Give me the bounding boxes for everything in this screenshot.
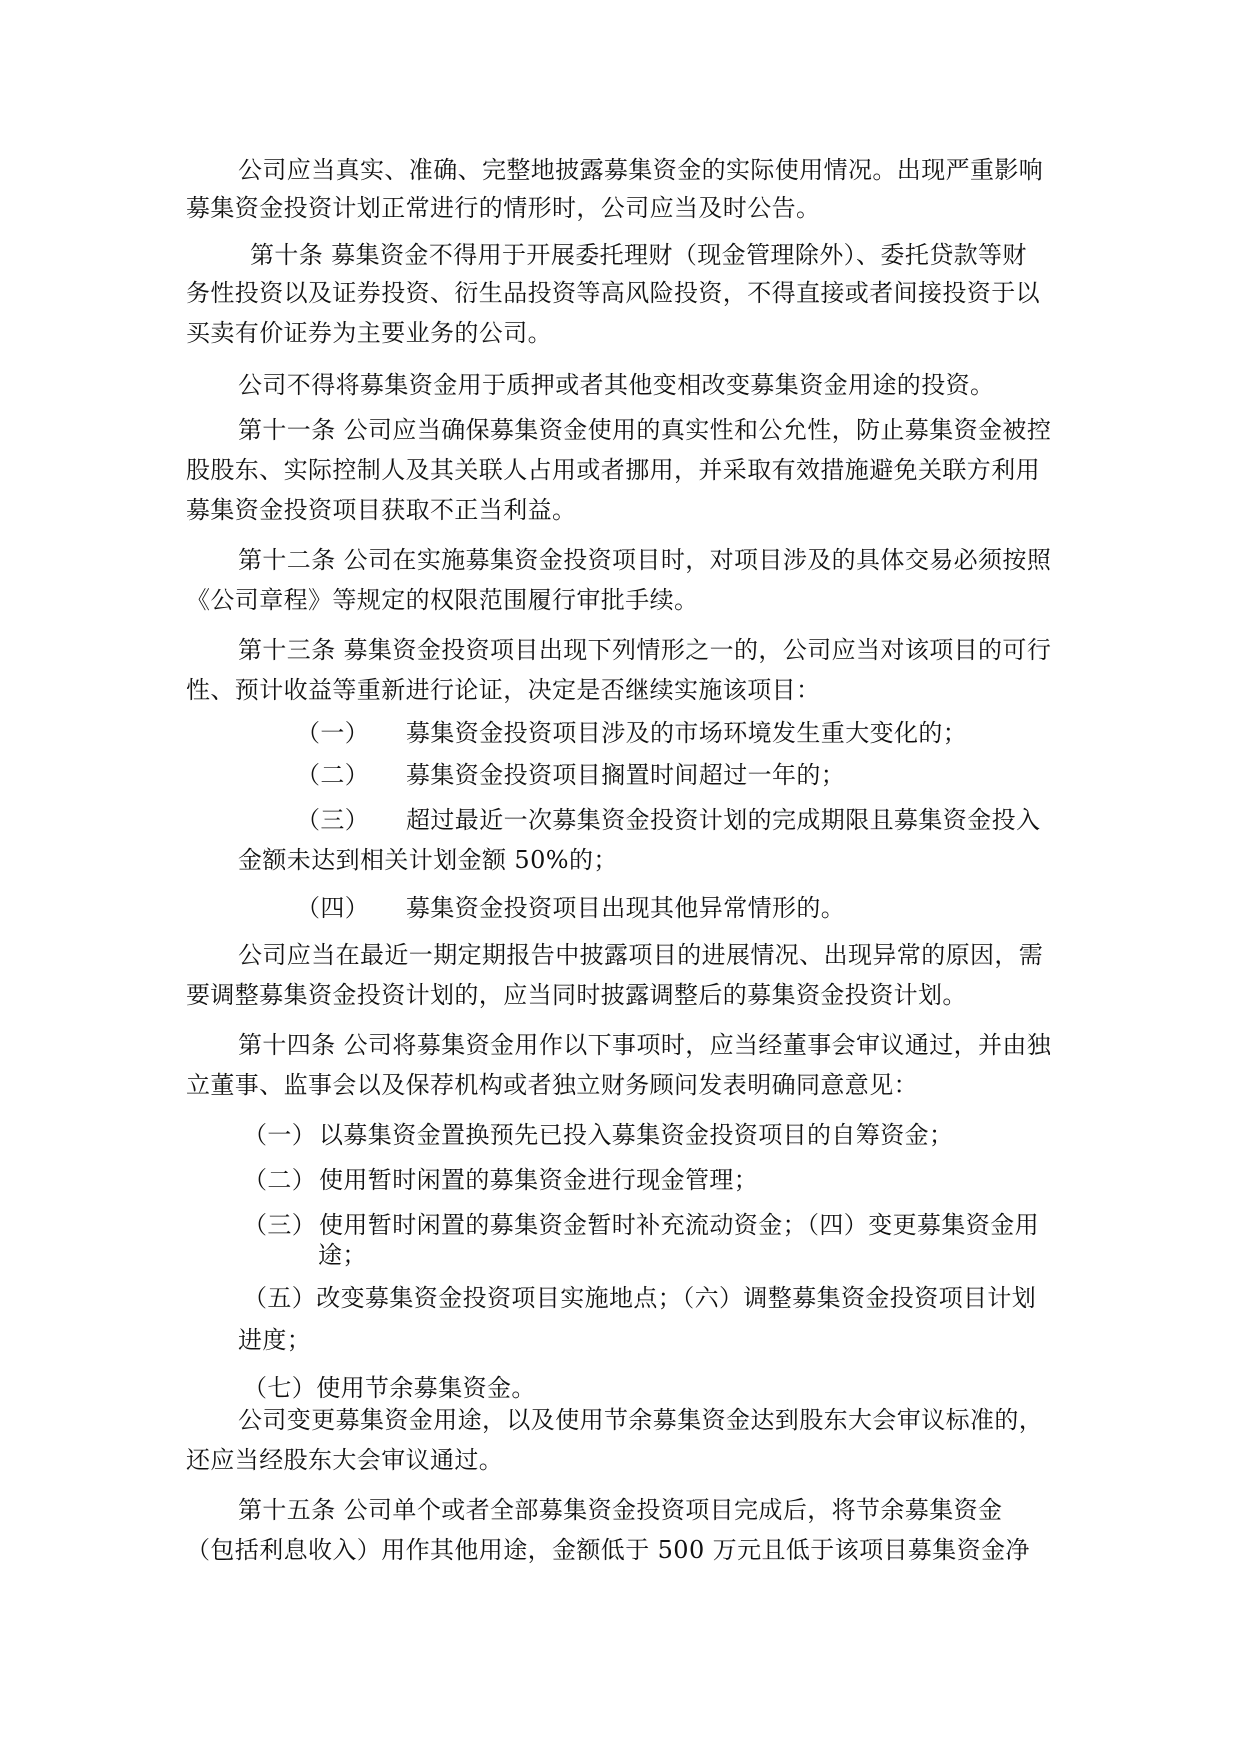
article-12-heading: 第十二条 公司在实施募集资金投资项目时，对项目涉及的具体交易必须按照 xyxy=(238,546,1052,574)
article-14-heading: 第十四条 公司将募集资金用作以下事项时，应当经董事会审议通过，并由独 xyxy=(238,1031,1052,1059)
paragraph-line: 还应当经股东大会审议通过。 xyxy=(186,1446,504,1474)
list-item xyxy=(296,805,1040,835)
list-item xyxy=(296,718,967,748)
list-item-continuation: 金额未达到相关计划金额 50%的； xyxy=(238,846,618,874)
paragraph-line: 要调整募集资金投资计划的，应当同时披露调整后的募集资金投资计划。 xyxy=(186,981,967,1009)
article-15-heading: 第十五条 公司单个或者全部募集资金投资项目完成后，将节余募集资金 xyxy=(238,1496,1003,1524)
paragraph-line: （包括利息收入）用作其他用途，金额低于 500 万元且低于该项目募集资金净 xyxy=(186,1536,1030,1564)
paragraph-line: 务性投资以及证券投资、衍生品投资等高风险投资，不得直接或者间接投资于以 xyxy=(186,279,1040,307)
list-item-text: 使用暂时闲置的募集资金进行现金管理； xyxy=(319,1166,759,1194)
list-item-text: 募集资金投资项目涉及的市场环境发生重大变化的； xyxy=(406,719,968,747)
list-item-number: （四） xyxy=(296,894,370,922)
article-10-heading: 第十条 募集资金不得用于开展委托理财（现金管理除外）、委托贷款等财 xyxy=(250,241,1027,269)
article-11-heading: 第十一条 公司应当确保募集资金使用的真实性和公允性，防止募集资金被控 xyxy=(238,416,1052,444)
paragraph-line: 公司变更募集资金用途，以及使用节余募集资金达到股东大会审议标准的， xyxy=(238,1406,1044,1434)
list-item-number: （二） xyxy=(296,761,370,789)
list-item xyxy=(243,1210,1039,1240)
paragraph-line: 《公司章程》等规定的权限范围履行审批手续。 xyxy=(186,586,699,614)
list-item-text: 超过最近一次募集资金投资计划的完成期限且募集资金投入 xyxy=(406,806,1041,834)
list-item xyxy=(243,1120,953,1150)
list-item-text: 募集资金投资项目出现其他异常情形的。 xyxy=(406,894,846,922)
list-item-number: （三） xyxy=(296,806,370,834)
list-item-number: （一） xyxy=(243,1121,317,1149)
list-item xyxy=(296,760,845,790)
paragraph-line: 公司应当在最近一期定期报告中披露项目的进展情况、出现异常的原因，需 xyxy=(238,941,1044,969)
list-item: （七）使用节余募集资金。 xyxy=(243,1374,536,1402)
paragraph-line: 立董事、监事会以及保荐机构或者独立财务顾问发表明确同意意见： xyxy=(186,1071,918,1099)
list-item xyxy=(296,893,845,923)
list-item-continuation: 进度； xyxy=(238,1326,312,1354)
list-item-number: （三） xyxy=(243,1211,317,1239)
article-13-heading: 第十三条 募集资金投资项目出现下列情形之一的，公司应当对该项目的可行 xyxy=(238,636,1052,664)
list-item-text: 使用暂时闲置的募集资金暂时补充流动资金；（四）变更募集资金用 xyxy=(319,1211,1039,1239)
paragraph-line: 募集资金投资项目获取不正当利益。 xyxy=(186,496,577,524)
list-item: （五）改变募集资金投资项目实施地点；（六）调整募集资金投资项目计划 xyxy=(243,1284,1037,1312)
paragraph-line: 买卖有价证券为主要业务的公司。 xyxy=(186,319,552,347)
list-item-continuation: 途； xyxy=(318,1241,367,1269)
paragraph-line: 募集资金投资计划正常进行的情形时，公司应当及时公告。 xyxy=(186,194,821,222)
list-item xyxy=(243,1165,758,1195)
list-item-text: 以募集资金置换预先已投入募集资金投资项目的自筹资金； xyxy=(319,1121,954,1149)
paragraph-line: 公司应当真实、准确、完整地披露募集资金的实际使用情况。出现严重影响 xyxy=(238,156,1044,184)
list-item-number: （二） xyxy=(243,1166,317,1194)
paragraph-line: 股股东、实际控制人及其关联人占用或者挪用，并采取有效措施避免关联方利用 xyxy=(186,456,1040,484)
paragraph-line: 公司不得将募集资金用于质押或者其他变相改变募集资金用途的投资。 xyxy=(238,371,995,399)
paragraph-line: 性、预计收益等重新进行论证，决定是否继续实施该项目： xyxy=(186,676,821,704)
list-item-text: 募集资金投资项目搁置时间超过一年的； xyxy=(406,761,846,789)
list-item-number: （一） xyxy=(296,719,370,747)
